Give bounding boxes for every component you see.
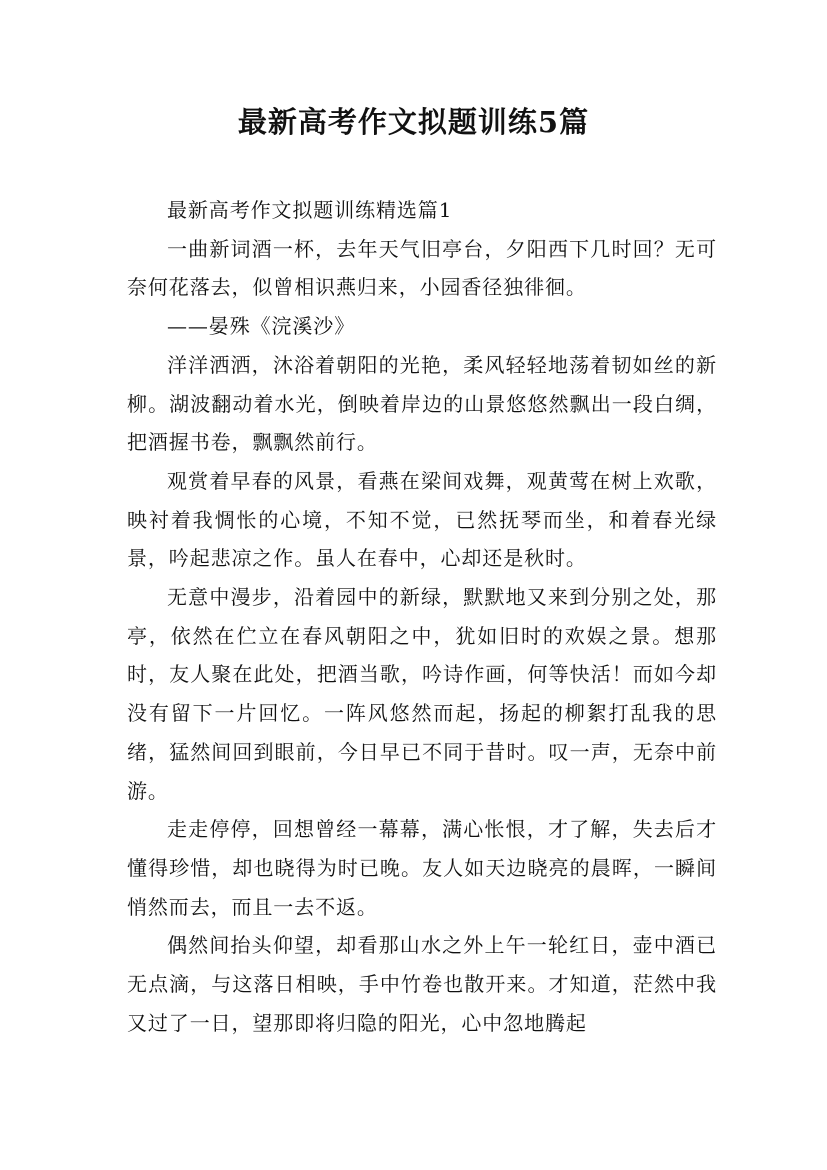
body-paragraph: 走走停停，回想曾经一幕幕，满心怅恨，才了解，失去后才懂得珍惜，却也晓得为时已晚。友人如天边晓亮的晨晖，一瞬间悄然而去，而且一去不返。	[127, 817, 717, 919]
section-heading: 最新高考作文拟题训练精选篇1	[167, 198, 453, 222]
body-paragraph: 偶然间抬头仰望，却看那山水之外上午一轮红日，壶中酒已无点滴，与这落日相映，手中竹卷也散开来。才知道，茫然中我又过了一日，望那即将归隐的阳光，心中忽地腾起	[127, 933, 717, 1035]
document-body	[127, 191, 717, 1042]
body-paragraph: 无意中漫步，沿着园中的新绿，默默地又来到分别之处，那亭，依然在伫立在春风朝阳之中，犹如旧时的欢娱之景。想那时，友人聚在此处，把酒当歌，吟诗作画，何等快活！而如今却没有留下一片回忆。一阵风悠然而起，扬起的柳絮打乱我的思绪，猛然间回到眼前，今日早已不同于昔时。叹一声，无奈中前游。	[127, 585, 717, 803]
poem-attribution: ——晏殊《浣溪沙》	[167, 314, 356, 339]
body-paragraph: 洋洋洒洒，沐浴着朝阳的光艳，柔风轻轻地荡着韧如丝的新柳。湖波翻动着水光，倒映着岸边的山景悠悠然飘出一段白绸，把酒握书卷，飘飘然前行。	[127, 352, 717, 455]
document-title: 最新高考作文拟题训练5篇	[237, 105, 590, 139]
poem-paragraph: 一曲新词酒一杯，去年天气旧亭台，夕阳西下几时回？无可奈何花落去，似曾相识燕归来，小园香径独徘徊。	[127, 236, 717, 300]
body-paragraph: 观赏着早春的风景，看燕在梁间戏舞，观黄莺在树上欢歌，映衬着我惆怅的心境，不知不觉，已然抚琴而坐，和着春光绿景，吟起悲凉之作。虽人在春中，心却还是秋时。	[127, 468, 717, 571]
